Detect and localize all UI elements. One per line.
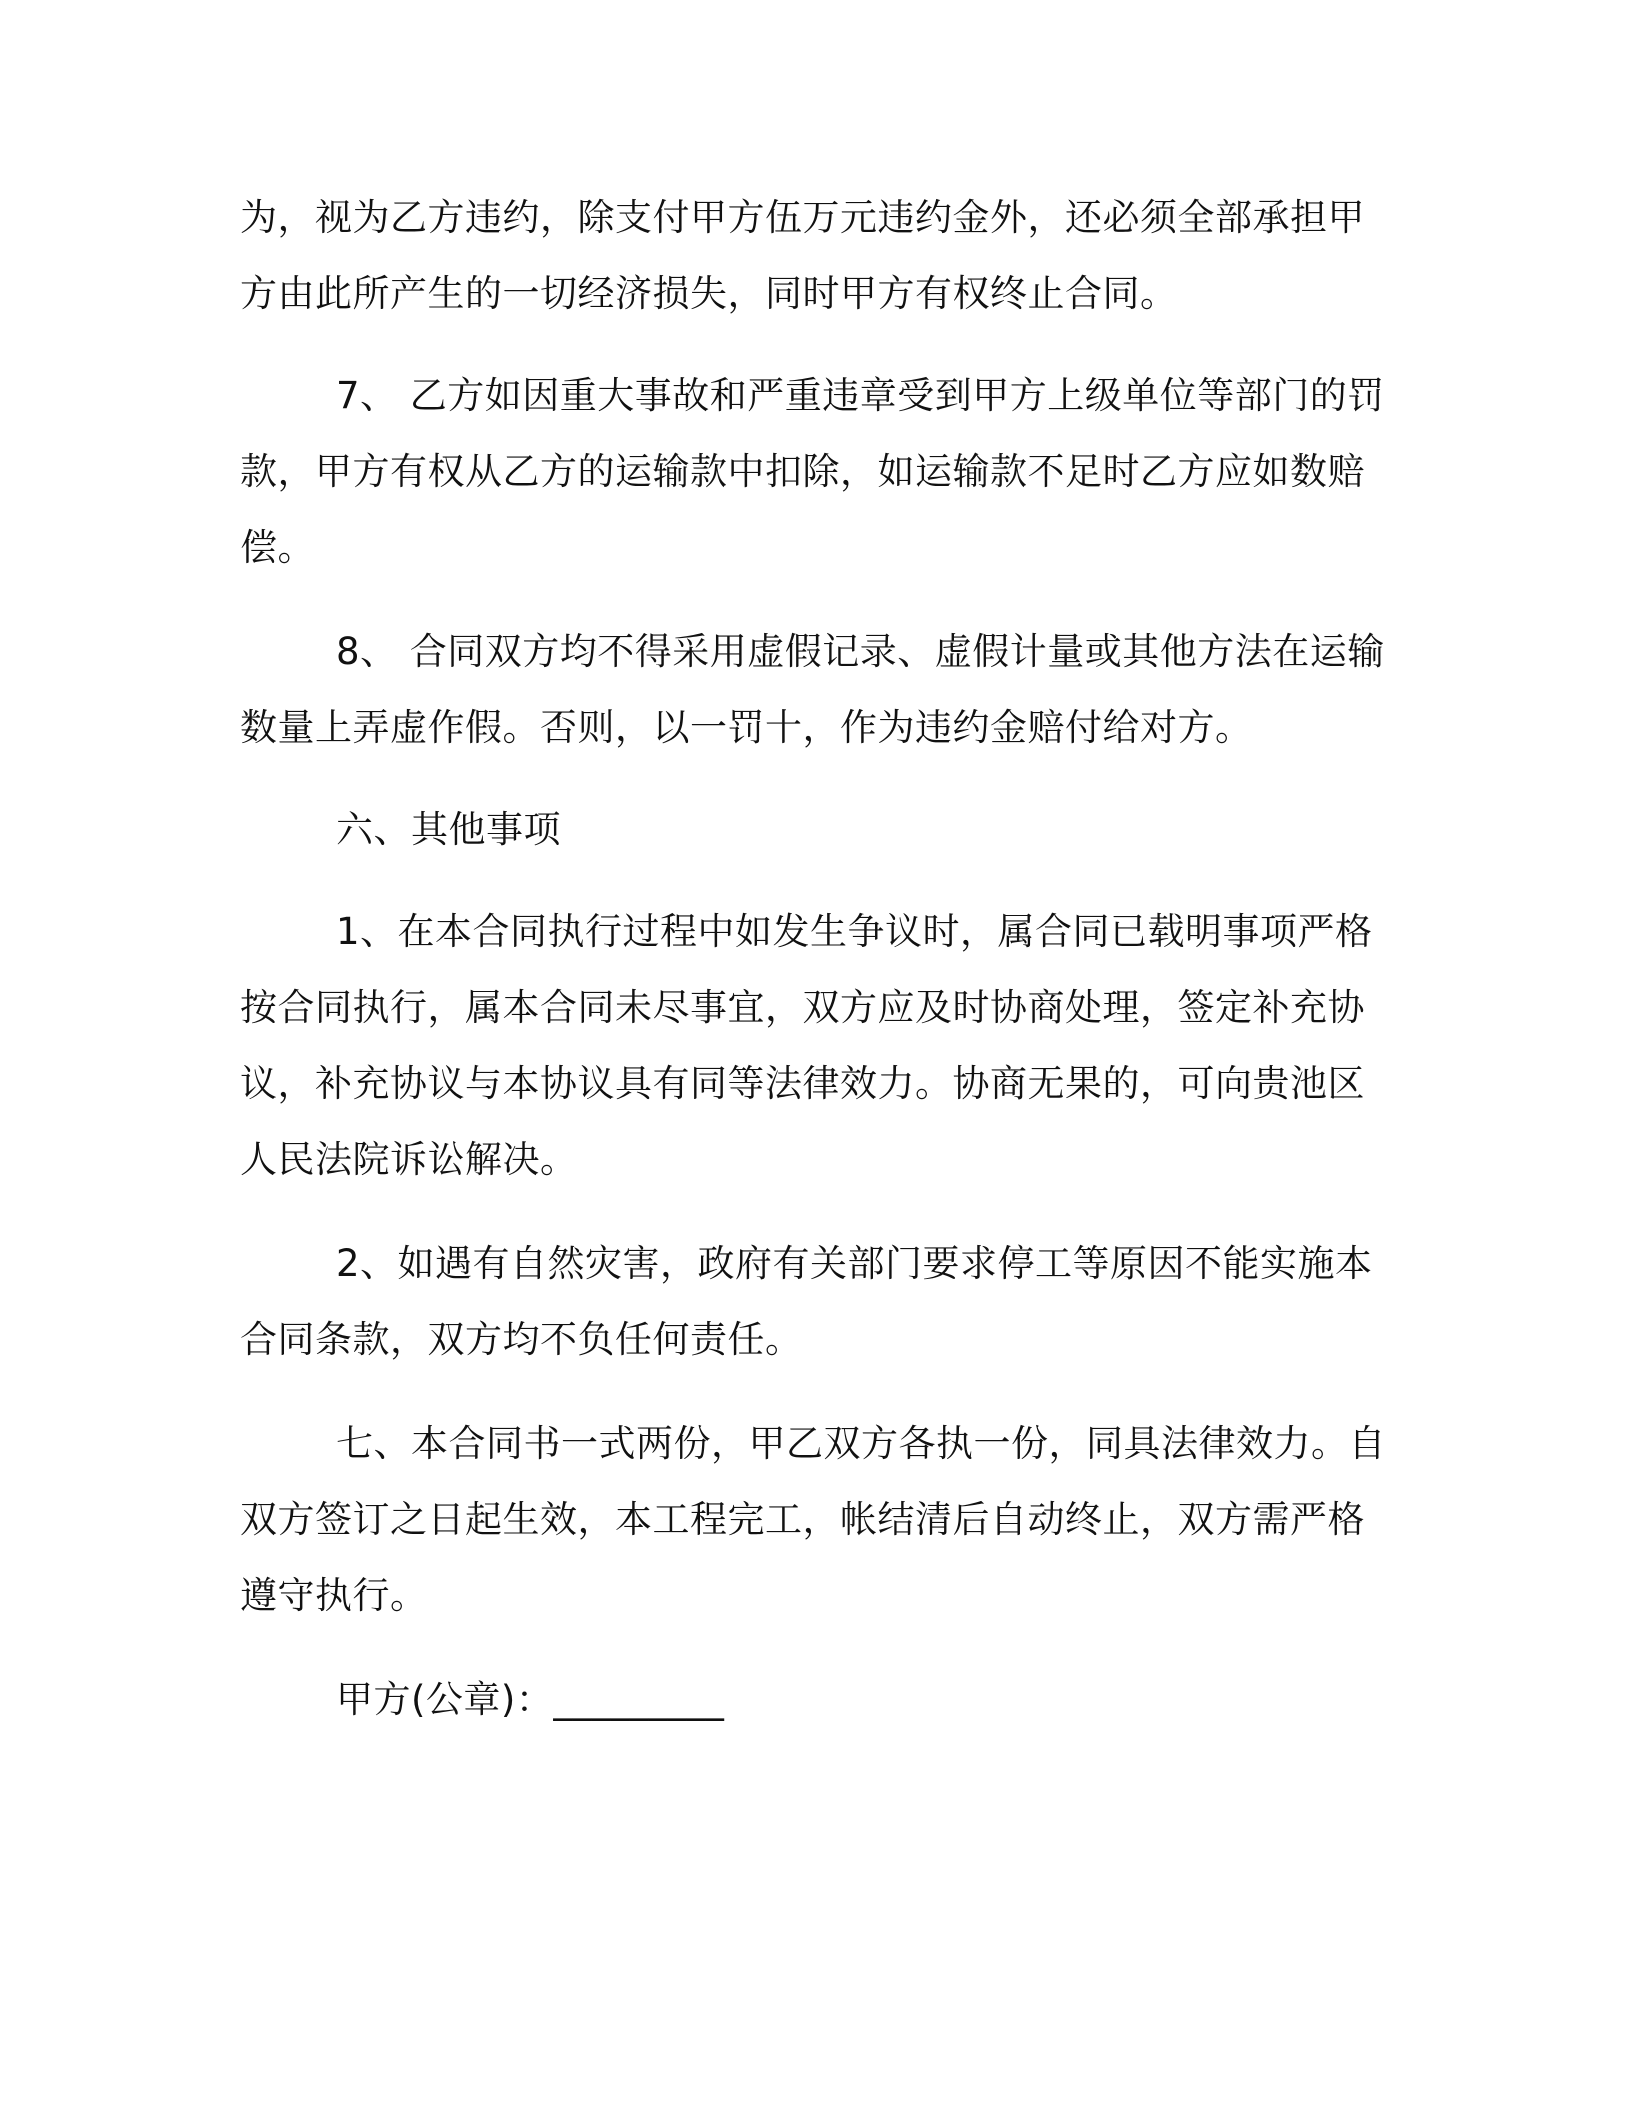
party-a-seal-line: 甲方(公章)：_________ xyxy=(336,1678,725,1721)
text-line: 方由此所产生的一切经济损失，同时甲方有权终止合同。 xyxy=(240,272,1178,315)
text-line: 款，甲方有权从乙方的运输款中扣除，如运输款不足时乙方应如数赔 xyxy=(240,450,1365,493)
text-line: 人民法院诉讼解决。 xyxy=(240,1138,578,1181)
text-line: 合同条款，双方均不负任何责任。 xyxy=(240,1318,803,1361)
section-7-line: 七、本合同书一式两份，甲乙双方各执一份，同具法律效力。自 xyxy=(336,1422,1386,1465)
section-heading-6: 六、其他事项 xyxy=(336,808,561,851)
text-line: 议，补充协议与本协议具有同等法律效力。协商无果的，可向贵池区 xyxy=(240,1062,1365,1105)
text-line: 遵守执行。 xyxy=(240,1574,428,1617)
text-line: 为，视为乙方违约，除支付甲方伍万元违约金外，还必须全部承担甲 xyxy=(240,196,1365,239)
clause-2-line: 2、如遇有自然灾害，政府有关部门要求停工等原因不能实施本 xyxy=(336,1242,1373,1285)
text-line: 偿。 xyxy=(240,526,315,569)
text-line: 双方签订之日起生效，本工程完工，帐结清后自动终止，双方需严格 xyxy=(240,1498,1365,1541)
clause-1-line: 1、在本合同执行过程中如发生争议时，属合同已载明事项严格 xyxy=(336,910,1373,953)
text-line: 按合同执行，属本合同未尽事宜，双方应及时协商处理，签定补充协 xyxy=(240,986,1365,1029)
clause-7-line: 7、 乙方如因重大事故和严重违章受到甲方上级单位等部门的罚 xyxy=(336,374,1385,417)
clause-8-line: 8、 合同双方均不得采用虚假记录、虚假计量或其他方法在运输 xyxy=(336,630,1385,673)
text-line: 数量上弄虚作假。否则，以一罚十，作为违约金赔付给对方。 xyxy=(240,706,1253,749)
